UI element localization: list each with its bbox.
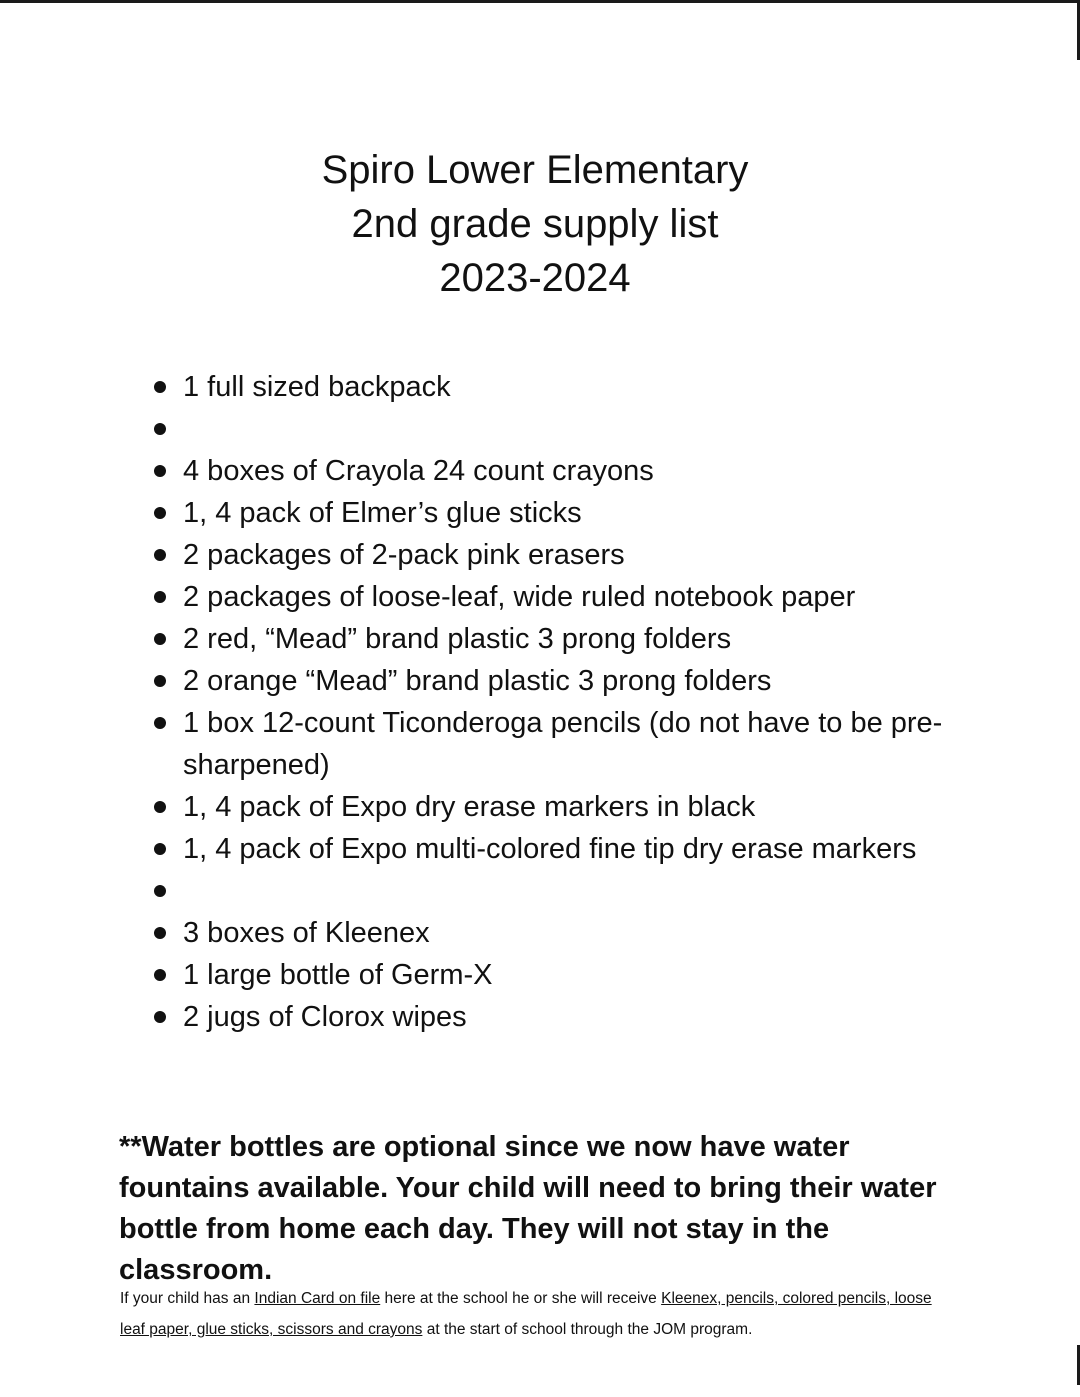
scan-border-top [0, 0, 1080, 3]
list-item-text: 2 packages of 2-pack pink erasers [183, 539, 625, 571]
list-item-text: 1 full sized backpack [183, 371, 451, 403]
indian-card-text: Indian Card on file [254, 1290, 381, 1307]
list-item-text: 2 orange “Mead” brand plastic 3 prong folders [183, 665, 772, 697]
jom-items-text: Kleenex, pencils, colored pencils, loose leaf paper, glue sticks, scissors and crayons [120, 1290, 932, 1338]
bullet-icon [154, 591, 166, 603]
list-item [154, 912, 944, 954]
list-title: 2nd grade supply list [351, 202, 719, 246]
bullet-icon [154, 675, 166, 687]
list-item [154, 618, 944, 660]
list-item-text: 2 packages of loose-leaf, wide ruled notebook paper [183, 581, 856, 613]
bullet-icon [154, 843, 166, 855]
list-item [154, 786, 944, 828]
bullet-icon [154, 717, 166, 729]
bullet-icon [154, 927, 166, 939]
jom-note-middle: here at the school he or she will receive [380, 1290, 662, 1307]
bullet-icon [154, 465, 166, 477]
school-name: Spiro Lower Elementary [321, 148, 749, 192]
list-item [154, 366, 944, 408]
jom-program-note [120, 1283, 950, 1345]
list-item [154, 576, 944, 618]
list-item-text: 4 boxes of Crayola 24 count crayons [183, 455, 654, 487]
list-item-text: 2 jugs of Clorox wipes [183, 1001, 467, 1033]
document-title [0, 143, 1070, 305]
jom-note-intro: If your child has an [120, 1290, 255, 1307]
list-item [154, 828, 944, 870]
list-item [154, 534, 944, 576]
list-item-text: 3 boxes of Kleenex [183, 917, 430, 949]
list-item [154, 492, 944, 534]
supply-list [154, 366, 944, 1038]
list-item-text: 1, 4 pack of Expo multi-colored fine tip dry erase markers [183, 833, 917, 865]
list-item-text: 1, 4 pack of Elmer’s glue sticks [183, 497, 582, 529]
list-item [154, 870, 944, 912]
bullet-icon [154, 633, 166, 645]
bullet-icon [154, 885, 166, 897]
bullet-icon [154, 1011, 166, 1023]
bullet-icon [154, 381, 166, 393]
bullet-icon [154, 549, 166, 561]
list-item [154, 450, 944, 492]
list-item-text: 2 red, “Mead” brand plastic 3 prong folders [183, 623, 732, 655]
list-item [154, 660, 944, 702]
list-item [154, 954, 944, 996]
jom-note-end: at the start of school through the JOM program. [422, 1321, 753, 1338]
school-year: 2023-2024 [439, 256, 631, 300]
list-item-text: 1 large bottle of Germ-X [183, 959, 493, 991]
list-item-text: 1, 4 pack of Expo dry erase markers in black [183, 791, 756, 823]
bullet-icon [154, 423, 166, 435]
list-item [154, 702, 944, 786]
list-item [154, 408, 944, 450]
bullet-icon [154, 801, 166, 813]
list-item [154, 996, 944, 1038]
bullet-icon [154, 507, 166, 519]
list-item-text: 1 box 12-count Ticonderoga pencils (do not have to be pre-sharpened) [183, 707, 943, 781]
bullet-icon [154, 969, 166, 981]
water-bottle-note: **Water bottles are optional since we now have water fountains available. Your child will need to bring their water bottle from home each day. They will not stay in the classroom. [119, 1131, 937, 1286]
